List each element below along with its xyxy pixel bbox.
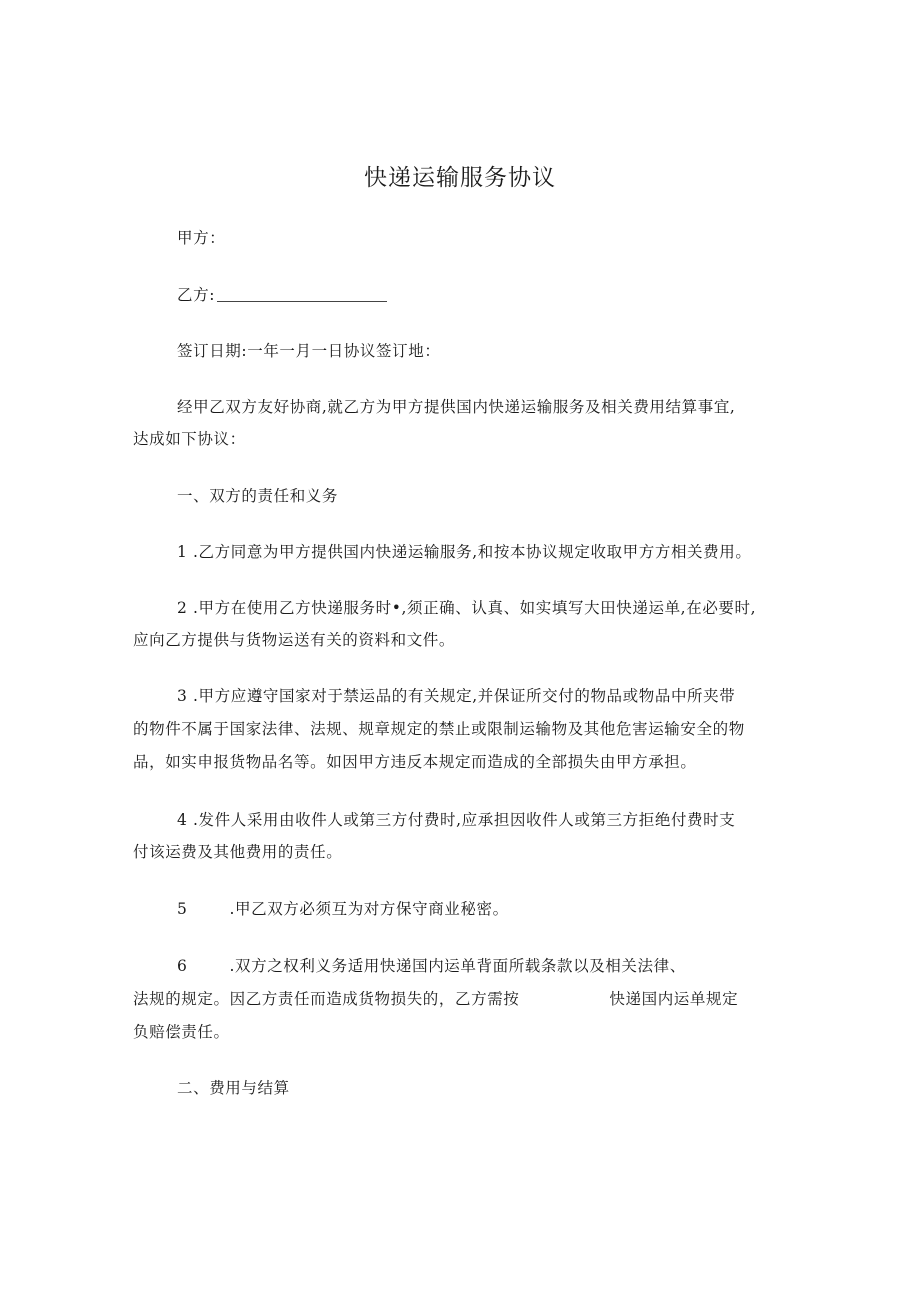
intro-line-1: 经甲乙双方友好协商,就乙方为甲方提供国内快递运输服务及相关费用结算事宜, xyxy=(177,398,736,416)
clause-2-line-2: 应向乙方提供与货物运送有关的资料和文件。 xyxy=(133,631,456,649)
clause-4-line-1: 4 .发件人采用由收件人或第三方付费时,应承担因收件人或第三方拒绝付费时支 xyxy=(177,811,736,829)
sign-date-line: 签订日期:一年一月一日协议签订地： xyxy=(177,342,441,360)
clause-1: 1 .乙方同意为甲方提供国内快递运输服务,和按本协议规定收取甲方方相关费用。 xyxy=(177,543,752,561)
clause-6-line-2 xyxy=(133,989,738,1009)
clause-6-line-1 xyxy=(177,956,686,976)
clause-6-number: 6 xyxy=(177,957,188,975)
intro-line-2: 达成如下协议： xyxy=(133,430,246,448)
clause-3-line-3: 品，如实申报货物品名等。如因甲方违反本规定而造成的全部损失由甲方承担。 xyxy=(133,753,697,771)
clause-5-text: .甲乙双方必须互为对方保守商业秘密。 xyxy=(229,900,509,918)
clause-6-line-3: 负赔偿责任。 xyxy=(133,1023,230,1041)
party-a-label: 甲方： xyxy=(177,229,226,247)
party-b-label: 乙方: xyxy=(177,286,216,304)
clause-5 xyxy=(177,899,509,919)
clause-2-line-1: 2 .甲方在使用乙方快递服务时•,须正确、认真、如实填写大田快递运单,在必要时, xyxy=(177,599,757,617)
party-b-line xyxy=(177,285,387,305)
party-b-blank xyxy=(217,287,387,302)
section-2-heading: 二、费用与结算 xyxy=(177,1079,290,1097)
clause-3-line-2: 的物件不属于国家法律、法规、规章规定的禁止或限制运输物及其他危害运输安全的物 xyxy=(133,720,745,738)
clause-6-line-2-a: 法规的规定。因乙方责任而造成货物损失的，乙方需按 xyxy=(133,990,520,1008)
document-title: 快递运输服务协议 xyxy=(364,165,556,191)
clause-5-number: 5 xyxy=(177,900,188,918)
clause-3-line-1: 3 .甲方应遵守国家对于禁运品的有关规定,并保证所交付的物品或物品中所夹带 xyxy=(177,687,736,705)
section-1-heading: 一、双方的责任和义务 xyxy=(177,487,339,505)
clause-4-line-2: 付该运费及其他费用的责任。 xyxy=(133,843,343,861)
clause-6-line-2-b: 快递国内运单规定 xyxy=(609,990,739,1008)
clause-6-text: .双方之权利义务适用快递国内运单背面所载条款以及相关法律、 xyxy=(229,957,686,975)
